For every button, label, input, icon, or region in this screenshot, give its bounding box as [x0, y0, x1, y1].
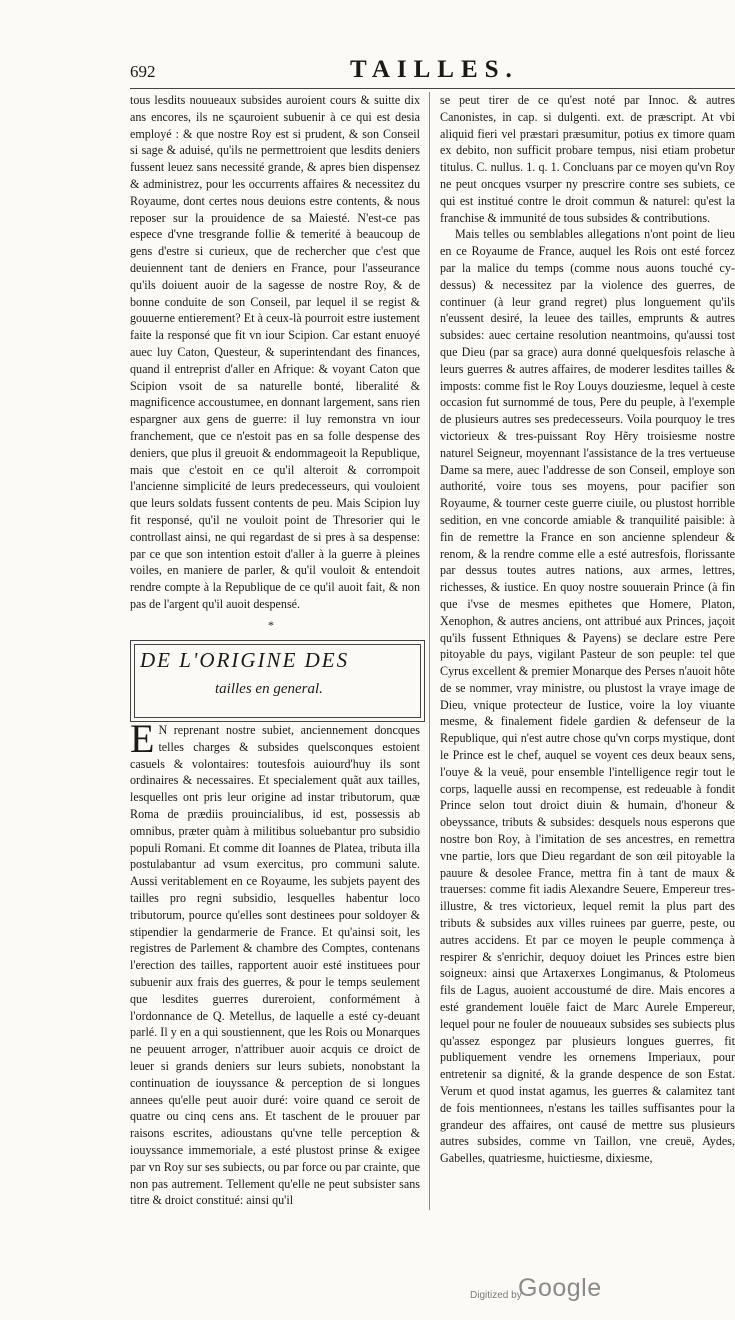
- section-title-line-1: DE L'ORIGINE DES: [140, 648, 350, 672]
- section-text: N reprenant nostre subiet, anciennement doncques telles charges & subsides quelsconques estoient casuels & volontaires: toutesfois auiourd'huy ils sont ordinaires & necessaires. Et specialement quãt aux tailles, lesquelles ont pris leur origine ad instar tributorum, quæ Roma de prædiis prouincialibus, id est, possessis ab omnibus, præter quàm à militibus soluebantur pro subsidio populi Romani. Et comme dit Ioannes de Platea, tributa illa postulabantur ad vsum exercitus, pro communi salute. Aussi veritablement en ce Royaume, les subjets payent des tailles pro regni subsidio, lesquelles habentur loco tributorum, pource qu'elles sont destinees pour soldoyer & stipendier la gendarmerie de France. Et qu'ainsi soit, les registres de Parlement & chambre des Comptes, contenans l'erection des tailles, rapportent auoir esté instituees pour subuenir aux frais des guerres, & pour le temps seulement que lesdites guerres dureroient, conformément à l'ordonnance de Q. Metellus, de laquelle a esté cy-deuant parlé. Il y en a qui soustiennent, que les Rois ou Monarques ne peuuent arroger, n'attribuer auoir acquis ce droict de leuer si grands deniers sur leurs subiets, nonobstant la continuation de iouyssance & perception de si longues annees qu'elle peut auoir duré: voire quand ce seroit de quatre ou cinq cens ans. Et taschent de le prouuer par raisons escrites, adioustans qu'vne telle perception & iouyssance immemoriale, a esté plustost prinse & exigee par vn Roy sur ses subiects, ou par force ou par crainte, que non pas autrement. Tellement qu'elle ne peut subsister sans titre & droict constitué: ainsi qu'il: [130, 723, 420, 1208]
- drop-cap: E: [130, 716, 155, 761]
- right-paragraph-1: se peut tirer de ce qu'est noté par Innoc. & autres Canonistes, in cap. si dulgenti. ext. de præscript. At vbi aliquid fieri vel præstari præsumitur, potius ex timore quam ex debito, non sufficit probare tempus, nisi etiam probetur titulus. C. nullus. 1. q. 1. Concluans par ce moyen qu'vn Roy ne peut oncques vsurper ny prescrire contre ses subiets, ce qui est institué contre le droit commun & naturel: qu'est la franchise & immunité de tous subsides & contributions.: [440, 93, 735, 225]
- page-number: 692: [130, 62, 156, 81]
- left-paragraph-1: tous lesdits nouueaux subsides auroient cours & suitte dix ans encores, ils ne sçauroient subuenir à ce qui est desia employé : & que nostre Roy est si prudent, & son Conseil si sage & aduisé, qu'ils ne permettroient que lesdits deniers fussent leuez sans necessité grande, & apres bien dispensez & administrez, pour les occurrents affaires & necessitez du Royaume, dont certes nous deuions estre contents, & nous reposer sur la prouidence de sa Maiesté. N'est-ce pas espece d'vne tresgrande follie & temerité à beaucoup de gens d'estre si curieux, que de rechercher que c'est que deuiennent tant de deniers en France, pour l'asseurance qu'ils doiuent auoir de la sagesse de nostre Roy, & de bonne conduite de son Conseil, par lequel il se regist & gouuerne entierement? Et à ceux-là pourroit estre iustement faite la responsé que fit vn iour Scipion. Car estant enuoyé auec luy Caton, Questeur, & superintendant des finances, quand il entreprist d'aller en Afrique: & voyant Caton que Scipion vsoit de sa naturelle bonté, liberalité & magnificence accoustumee, en donnant largement, sans rien espargner aux gens de guerre: il luy remonstra vn iour franchement, que ce n'estoit pas en sa folle despense des deniers, que plus il greuoit & endommageoit la Republique, mais que c'estoit en ce qu'il alteroit & corrompoit l'ancienne simplicité de leurs predecesseurs, qui vouloient que leurs soldats fussent contents de peu. Mais Scipion luy fit responsé, qu'il ne vouloit point de Thresorier qui le controllast ainsi, ne qui regardast de si pres à sa despense: par ce que son intention estoit d'aller à la guerre à pleines voiles, en maniere de parler, & qu'il vouloit & entendoit rendre compte à la Republique de ce qu'il auoit fait, & non pas de l'argent qu'il auoit despensé.: [130, 93, 420, 611]
- running-head: TAILLES.: [350, 56, 519, 83]
- right-paragraph-2: Mais telles ou semblables allegations n'ont point de lieu en ce Royaume de France, auquel les Rois ont esté forcez par la malice du temps (comme nous auons touché cy-dessus) & necessitez par la violence des guerres, de continuer (à leur grand regret) plus longuement qu'ils n'eussent desiré, la leuee des tailles, emprunts & autres subsides: auec certaine resolution neantmoins, qu'aussi tost que Dieu (par sa grace) aura donné quelquesfois relasche à leurs guerres & autres affaires, de moderer lesdites tailles & imposts: comme fist le Roy Louys douziesme, lequel à ceste occasion fut surnommé de tous, Pere du peuple, à l'exemple de plusieurs autres ses predecesseurs. Voila pourquoy le tres victorieux & tres-puissant Roy Hẽry troisiesme nostre naturel Seigneur, moyennant l'assistance de la tres vertueuse Dame sa mere, auec l'addresse de son Conseil, employe son authorité, voire tous ses moyens, pour pacifier son Royaume, & tourner ceste guerre ciuile, ou plustost horrible sedition, en vne concorde amiable & tranquilité paisible: à fin de remettre la France en son ancienne splendeur & renom, & la rendre comme elle a esté autresfois, florissante par dessus toutes autres nations, aux armes, lettres, richesses, & iustice. En quoy nostre souuerain Prince (à fin que i'vse de mesmes epithetes que Homere, Platon, Xenophon, & autres anciens, ont attribué aux Princes, jaçoit qu'ils fussent Ethniques & Payens) se declare estre Pere pitoyable du pays, vigilant Pasteur de son peuple: tel que Cyrus excellent & premier Monarque des Perses n'auoit hôte de se nommer, vray ministre, ou plustost la vraye image de Dieu, vnique protecteur de Iustice, voire la loy viuante mesme, & finalement fidele gardien & defenseur de la Republique, qui n'est autre chose qu'vn corps mystique, dont le Prince est le chef, auquel se voyent ces deux beaux sens, l'ouye & la veuë, pour ensemble l'intelligence regir tout le corps, laquelle aussi en recompense, est redeuable à fondit Prince selon tout droict diuin & humain, d'honeur & obeyssance, tributs & subsides: desquels nous esperons que nostre bon Roy, à l'imitation de ses ancestres, en remettra vne partie, lors que Dieu regardant de son œil pitoyable la pauure & desolee France, mettra fin à tant de maux & trauerses: comme fit iadis Alexandre Seuere, Empereur tres-illustre, & tres victorieux, lequel remit la plus part des tributs & subsides aux villes ruinees par guerre, peste, ou autres accidens. Et par ce moyen le peuple commença à respirer & s'enrichir, dequoy doiuet les Princes estre bien soigneux: ainsi que Artaxerxes Longimanus, & Ptolomeus fils de Lagus, auoient accoustumé de dire. Mais encores a esté grandement louële faict de Marc Aurele Empereur, lequel pour ne fouler de nouueaux subsides ses subiects plus qu'assez espongez par plusieurs longues guerres, fit publiquement vendre les ornemens Imperiaux, pour entretenir sa dignité, & la grande despence de son Estat. Verum et quod instat agamus, les guerres & calamitez tant de fois mentionnees, n'estans les tailles suffisantes pour la grandeur des affaires, ont causé de mettre sus plusieurs autres subsides, comme vn Taillon, vne creuë, Aydes, Gabelles, quatriesme, huictiesme, dixiesme,: [440, 227, 735, 1166]
- header-rule: [130, 88, 735, 89]
- separator-mark: *: [268, 618, 274, 632]
- right-column: [440, 92, 735, 1167]
- digitized-by-label: Digitized by: [470, 1290, 522, 1301]
- google-logo: Google: [518, 1274, 602, 1302]
- section-body: [130, 716, 420, 1209]
- section-title-line-2: tailles en general.: [215, 681, 323, 697]
- column-divider: [429, 92, 430, 1210]
- left-column: [130, 92, 420, 613]
